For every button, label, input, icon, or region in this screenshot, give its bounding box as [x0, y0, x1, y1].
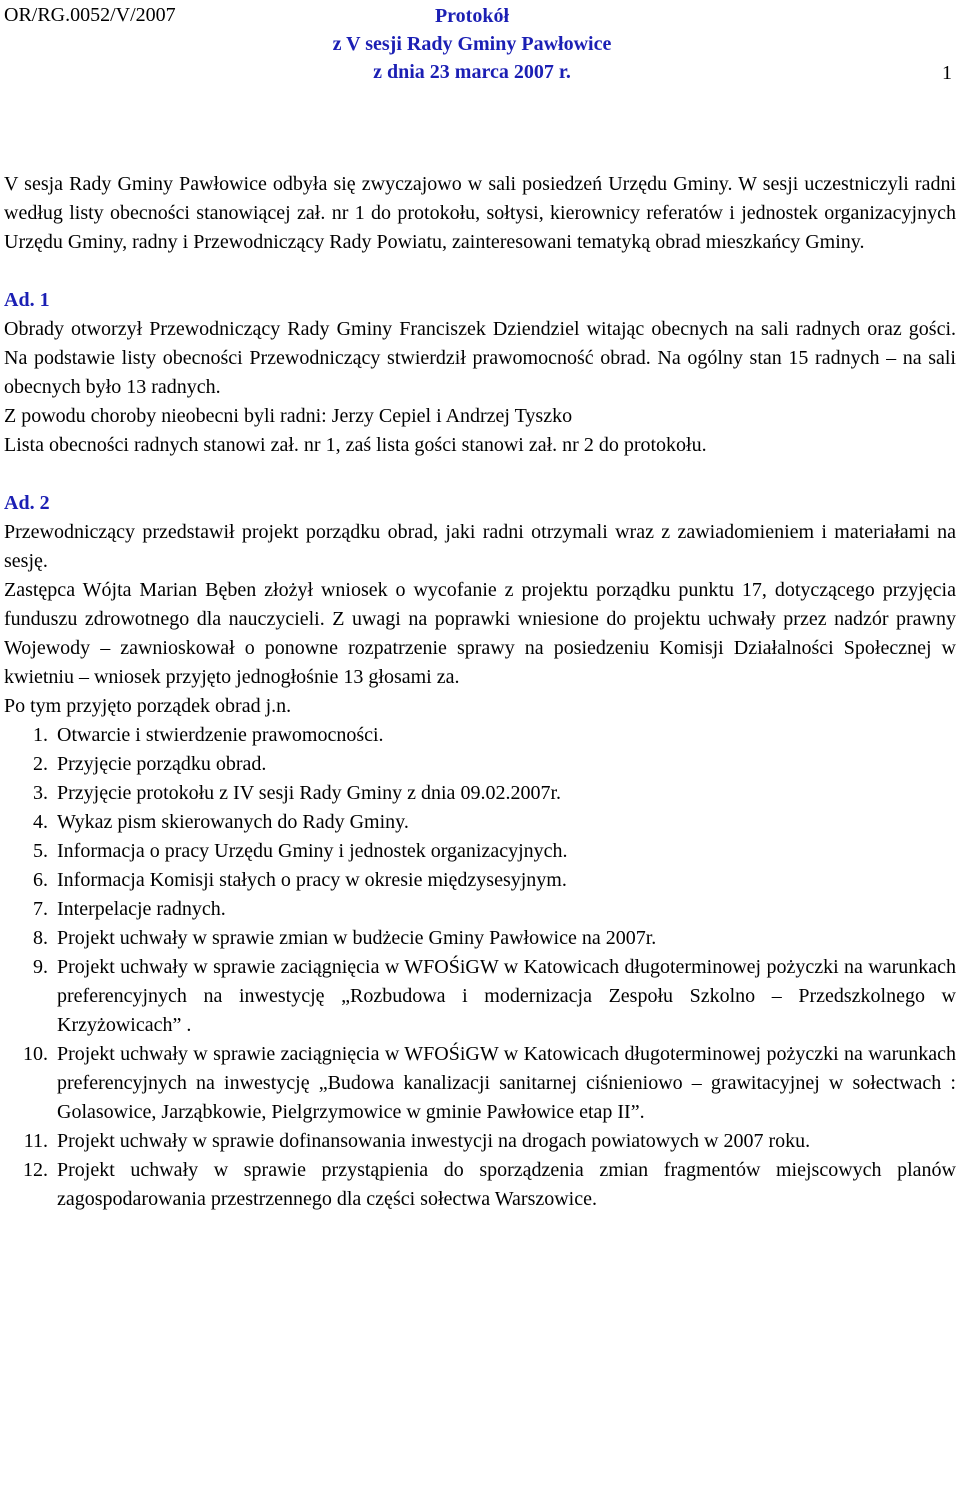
- agenda-item: [4, 895, 956, 924]
- agenda-item-text: Przyjęcie porządku obrad.: [57, 753, 267, 775]
- document-page: [4, 0, 956, 1210]
- agenda-item: [4, 1040, 956, 1127]
- agenda-item-text: Projekt uchwały w sprawie dofinansowania inwestycji na drogach powiatowych w 2007 roku.: [57, 1130, 811, 1152]
- title-line: Protokół: [434, 5, 510, 27]
- agenda-item: [4, 779, 956, 808]
- agenda-item: [4, 808, 956, 837]
- agenda-list: [4, 721, 956, 1214]
- document-header: [4, 0, 956, 88]
- agenda-item-text: Otwarcie i stwierdzenie prawomocności.: [57, 724, 384, 746]
- agenda-item-number: 6.: [33, 869, 48, 891]
- document-reference-number: OR/RG.0052/V/2007: [4, 4, 176, 26]
- document-body: [4, 170, 956, 1214]
- agenda-item-number: 12.: [23, 1159, 48, 1181]
- section-heading-ad2: Ad. 2: [4, 492, 50, 514]
- ad1-paragraph: Obrady otworzył Przewodniczący Rady Gminy Franciszek Dziendziel witając obecnych na sali radnych oraz gości. Na podstawie listy obecności Przewodniczący stwierdził prawomocność obrad. Na ogólny stan 15 radnych – na sali obecnych było 13 radnych.: [4, 318, 956, 398]
- agenda-item-number: 9.: [33, 956, 48, 978]
- ad1-lists-paragraph: Lista obecności radnych stanowi zał. nr 1, zaś lista gości stanowi zał. nr 2 do protokołu.: [4, 434, 707, 456]
- agenda-item: [4, 924, 956, 953]
- ad2-paragraph-2: Zastępca Wójta Marian Bęben złożył wniosek o wycofanie z projektu porządku punktu 17, dotyczącego przyjęcia funduszu zdrowotnego dla nauczycieli. Z uwagi na poprawki wniesione do projektu uchwały przez nadzór prawny Wojewody – zawnioskował o ponowne rozpatrzenie sprawy na posiedzeniu Komisji Działalności Społecznej w kwietniu – wniosek przyjęto jednogłośnie 13 głosami za.: [4, 579, 956, 688]
- agenda-item-text: Informacja o pracy Urzędu Gminy i jednostek organizacyjnych.: [57, 840, 568, 862]
- agenda-item: [4, 721, 956, 750]
- title-line: z dnia 23 marca 2007 r.: [373, 61, 571, 83]
- agenda-item-number: 11.: [23, 1130, 48, 1152]
- agenda-item: [4, 750, 956, 779]
- ad2-paragraph-3: Po tym przyjęto porządek obrad j.n.: [4, 695, 292, 717]
- title-line: z V sesji Rady Gminy Pawłowice: [332, 33, 612, 55]
- agenda-item-text: Informacja Komisji stałych o pracy w okresie międzysesyjnym.: [57, 869, 567, 891]
- agenda-item-number: 5.: [33, 840, 48, 862]
- agenda-item-text: Wykaz pism skierowanych do Rady Gminy.: [57, 811, 409, 833]
- agenda-item: [4, 837, 956, 866]
- agenda-item-text: Projekt uchwały w sprawie zaciągnięcia w WFOŚiGW w Katowicach długoterminowej pożyczki na warunkach preferencyjnych na inwestycję „Budowa kanalizacji sanitarnej ciśnieniowo – grawitacyjnej w sołectwach : Golasowice, Jarząbkowie, Pielgrzymowice w gminie Pawłowice etap II”.: [57, 1043, 956, 1123]
- document-title: [252, 2, 692, 86]
- ad2-paragraph-1: Przewodniczący przedstawił projekt porządku obrad, jaki radni otrzymali wraz z zawiadomieniem i materiałami na sesję.: [4, 521, 956, 572]
- agenda-item-number: 3.: [33, 782, 48, 804]
- agenda-item-text: Przyjęcie protokołu z IV sesji Rady Gminy z dnia 09.02.2007r.: [57, 782, 561, 804]
- agenda-item-number: 7.: [33, 898, 48, 920]
- page-number: 1: [942, 62, 952, 84]
- agenda-item-text: Interpelacje radnych.: [57, 898, 226, 920]
- agenda-item: [4, 866, 956, 895]
- agenda-item-text: Projekt uchwały w sprawie zmian w budżecie Gminy Pawłowice na 2007r.: [57, 927, 657, 949]
- intro-paragraph: V sesja Rady Gminy Pawłowice odbyła się zwyczajowo w sali posiedzeń Urzędu Gminy. W sesji uczestniczyli radni według listy obecności stanowiącej zał. nr 1 do protokołu, sołtysi, kierownicy referatów i jednostek organizacyjnych Urzędu Gminy, radny i Przewodniczący Rady Powiatu, zainteresowani tematyką obrad mieszkańcy Gminy.: [4, 173, 956, 253]
- agenda-item: [4, 1127, 956, 1156]
- agenda-item-number: 4.: [33, 811, 48, 833]
- agenda-item: [4, 1156, 956, 1214]
- agenda-item-text: Projekt uchwały w sprawie zaciągnięcia w WFOŚiGW w Katowicach długoterminowej pożyczki na warunkach preferencyjnych na inwestycję „Rozbudowa i modernizacja Zespołu Szkolno – Przedszkolnego w Krzyżowicach” .: [57, 956, 956, 1036]
- agenda-item-number: 1.: [33, 724, 48, 746]
- agenda-item-number: 8.: [33, 927, 48, 949]
- agenda-item: [4, 953, 956, 1040]
- ad1-absent-paragraph: Z powodu choroby nieobecni byli radni: Jerzy Cepiel i Andrzej Tyszko: [4, 405, 573, 427]
- section-heading-ad1: Ad. 1: [4, 289, 50, 311]
- agenda-item-text: Projekt uchwały w sprawie przystąpienia do sporządzenia zmian fragmentów miejscowych planów zagospodarowania przestrzennego dla części sołectwa Warszowice.: [57, 1159, 956, 1210]
- agenda-item-number: 10.: [23, 1043, 48, 1065]
- agenda-item-number: 2.: [33, 753, 48, 775]
